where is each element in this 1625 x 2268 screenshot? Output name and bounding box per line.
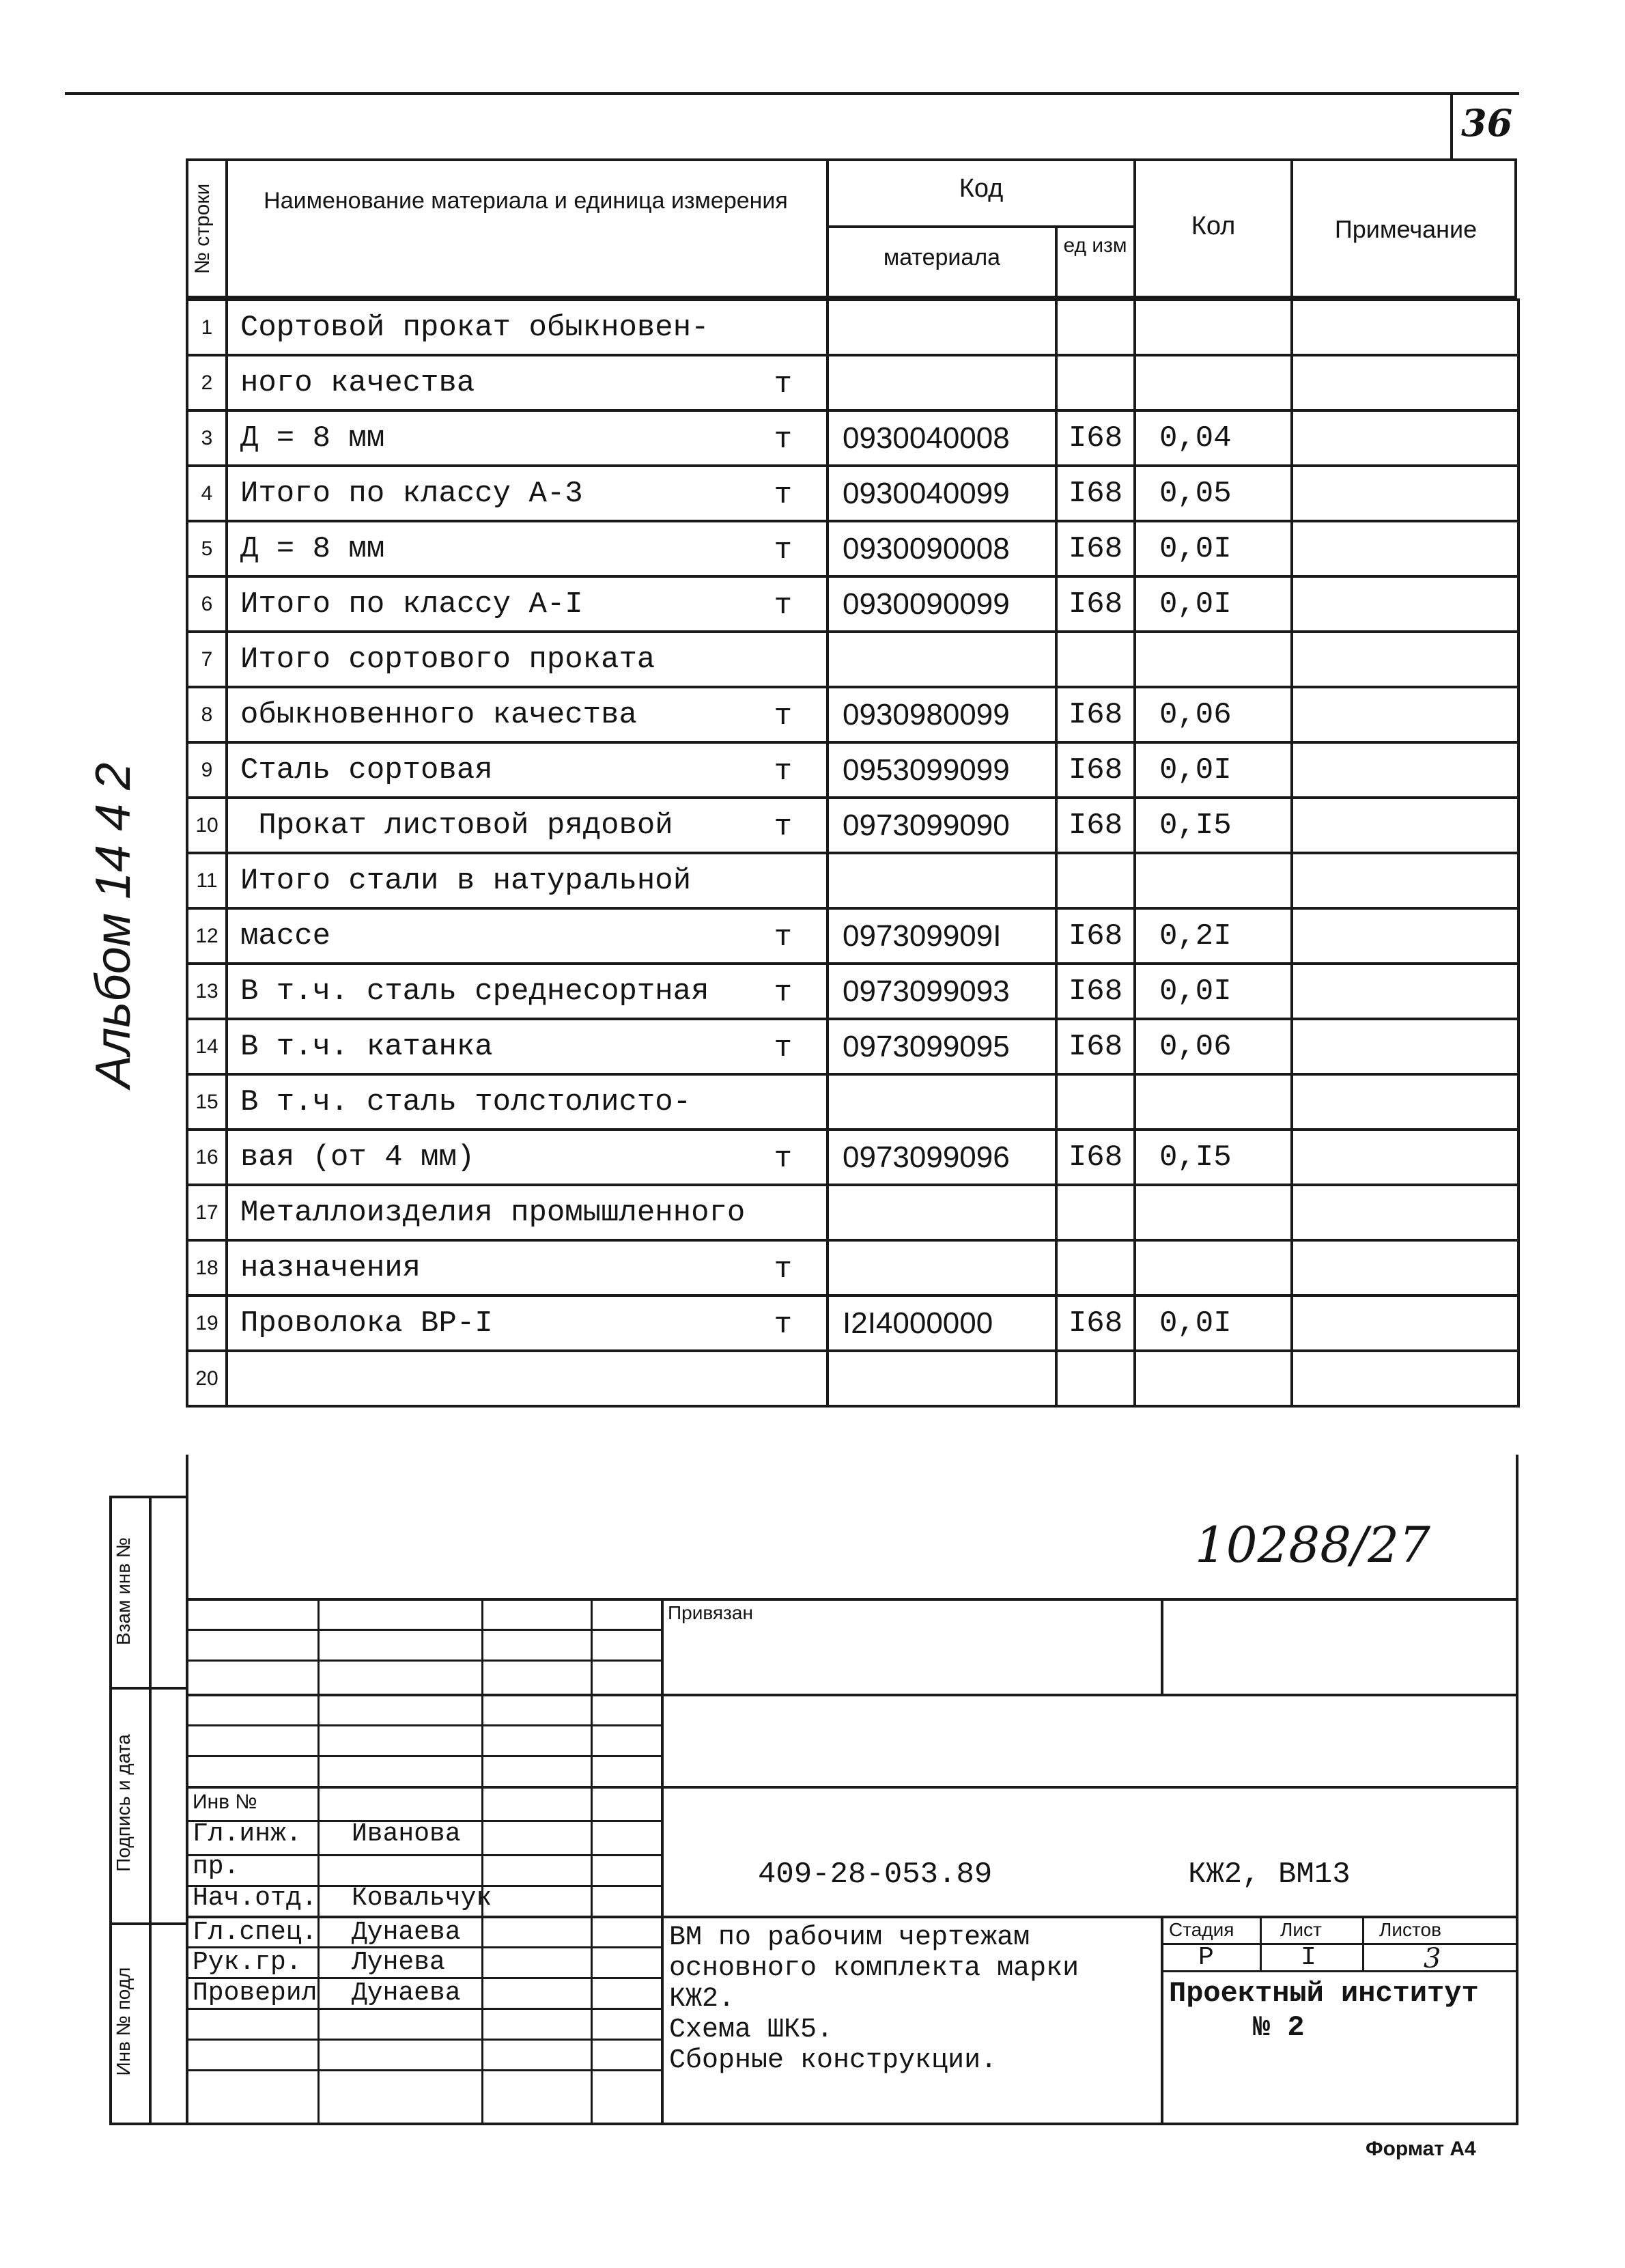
- stamp-r6: [186, 1786, 1517, 1789]
- note: [1292, 1074, 1518, 1130]
- margin-field-inventory: Инв № подл: [113, 1967, 134, 2076]
- material-code: 0930090099: [828, 576, 1056, 632]
- unit-code: [1056, 355, 1135, 410]
- quantity: [1135, 1185, 1292, 1240]
- unit-code: I68: [1056, 964, 1135, 1019]
- quantity: 0,0I: [1135, 576, 1292, 632]
- material-code: 0930980099: [828, 687, 1056, 742]
- material-name: [227, 1296, 828, 1351]
- quantity: 0,06: [1135, 1019, 1292, 1074]
- title-line: Схема ШК5.: [669, 2015, 834, 2045]
- stamp-c2: [481, 1598, 483, 2124]
- format-label: Формат А4: [1366, 2138, 1476, 2160]
- quantity: 0,05: [1135, 466, 1292, 521]
- unit-code: [1056, 1185, 1135, 1240]
- material-name: [227, 1185, 828, 1240]
- unit-code: I68: [1056, 742, 1135, 798]
- stage-value: Р: [1198, 1943, 1214, 1972]
- quantity: 0,2I: [1135, 908, 1292, 964]
- signer-name: Иванова: [352, 1819, 461, 1849]
- material-name: [227, 798, 828, 853]
- note: [1292, 1019, 1518, 1074]
- header-div-1: [225, 158, 228, 298]
- page-number: 36: [1461, 101, 1513, 145]
- margin-box-left: [109, 1496, 112, 2124]
- quantity: 0,0I: [1135, 742, 1292, 798]
- material-name-text: обыкновенного качества: [240, 697, 637, 732]
- table-row: [187, 908, 1518, 964]
- header-div-3: [1055, 225, 1058, 298]
- stamp-top: [186, 1598, 1517, 1601]
- table-row: [187, 1019, 1518, 1074]
- row-number: 16: [187, 1130, 227, 1185]
- material-code: 0973099096: [828, 1130, 1056, 1185]
- material-name-text: Сталь сортовая: [240, 753, 493, 787]
- material-name: [227, 300, 828, 355]
- row-number: 14: [187, 1019, 227, 1074]
- material-name-text: Сортовой прокат обыкновен-: [240, 310, 709, 345]
- material-name: [227, 1074, 828, 1130]
- frame-bottom: [109, 2123, 1518, 2125]
- unit-of-measure: т: [774, 478, 792, 512]
- note: [1292, 1351, 1518, 1406]
- code-header: Код: [959, 174, 1004, 203]
- signer-role: Рук.гр.: [193, 1948, 302, 1977]
- materials-table-body: [187, 300, 1518, 1406]
- unit-code: I68: [1056, 521, 1135, 576]
- material-name: [227, 632, 828, 687]
- note: [1292, 355, 1518, 410]
- top-rule: [65, 92, 1519, 95]
- material-code: [828, 1351, 1056, 1406]
- note: [1292, 687, 1518, 742]
- stamp-r-stage2: [1161, 1970, 1517, 1972]
- unit-code: I68: [1056, 576, 1135, 632]
- unit-code: I68: [1056, 687, 1135, 742]
- signer-role: Гл.спец.: [193, 1918, 317, 1947]
- note: [1292, 1296, 1518, 1351]
- row-number: 13: [187, 964, 227, 1019]
- table-row: [187, 964, 1518, 1019]
- unit-of-measure: т: [774, 921, 792, 955]
- unit-of-measure: т: [774, 810, 792, 844]
- material-code: I2I4000000: [828, 1296, 1056, 1351]
- table-row: [187, 1130, 1518, 1185]
- material-name-text: Итого по классу А-I: [240, 587, 583, 621]
- note: [1292, 466, 1518, 521]
- note: [1292, 964, 1518, 1019]
- stamp-r3: [186, 1694, 1517, 1696]
- material-code: 0973099095: [828, 1019, 1056, 1074]
- material-name: [227, 1019, 828, 1074]
- sheet-value: I: [1301, 1943, 1316, 1972]
- material-name-text: ного качества: [240, 365, 475, 400]
- material-name-text: Д = 8 мм: [240, 531, 385, 566]
- unit-code: [1056, 853, 1135, 908]
- sheet-label: Лист: [1280, 1919, 1322, 1940]
- unit-of-measure: т: [774, 589, 792, 623]
- note: [1292, 410, 1518, 466]
- row-number-header: № строки: [191, 183, 214, 275]
- material-name-text: Проволока ВР-I: [240, 1306, 493, 1341]
- unit-of-measure: т: [774, 699, 792, 733]
- row-number: 3: [187, 410, 227, 466]
- note: [1292, 1130, 1518, 1185]
- material-name: [227, 466, 828, 521]
- note: [1292, 853, 1518, 908]
- unit-of-measure: т: [774, 1308, 792, 1342]
- table-row: [187, 742, 1518, 798]
- quantity: [1135, 632, 1292, 687]
- quantity: 0,I5: [1135, 1130, 1292, 1185]
- title-line: КЖ2.: [669, 1984, 735, 2015]
- table-row: [187, 1074, 1518, 1130]
- row-number: 17: [187, 1185, 227, 1240]
- quantity: 0,0I: [1135, 521, 1292, 576]
- row-number: 9: [187, 742, 227, 798]
- unit-of-measure: т: [774, 533, 792, 568]
- row-number: 12: [187, 908, 227, 964]
- note: [1292, 798, 1518, 853]
- table-row: [187, 1296, 1518, 1351]
- frame-left: [186, 1455, 188, 2124]
- organization-line-1: Проектный институт: [1169, 1977, 1479, 2010]
- unit-of-measure: т: [774, 367, 792, 402]
- material-code: [828, 1185, 1056, 1240]
- margin-field-signature: Подпись и дата: [113, 1734, 134, 1872]
- quantity: 0,06: [1135, 687, 1292, 742]
- unit-code: I68: [1056, 1019, 1135, 1074]
- material-name-text: Д = 8 мм: [240, 421, 385, 456]
- quantity: [1135, 355, 1292, 410]
- table-row: [187, 355, 1518, 410]
- signer-role: Нач.отд.: [193, 1884, 317, 1913]
- signer-name: Дунаева: [352, 1918, 461, 1947]
- stamp-r-stage: [1161, 1943, 1517, 1945]
- material-name-text: Итого по классу А-3: [240, 476, 583, 511]
- material-name: [227, 687, 828, 742]
- unit-of-measure: т: [774, 976, 792, 1010]
- row-number: 1: [187, 300, 227, 355]
- unit-code: I68: [1056, 466, 1135, 521]
- material-code: [828, 853, 1056, 908]
- signer-name: Лунева: [352, 1948, 445, 1977]
- unit-of-measure: т: [774, 1142, 792, 1176]
- quantity: [1135, 1351, 1292, 1406]
- document-code: 409-28-053.89: [758, 1858, 993, 1892]
- row-number: 18: [187, 1240, 227, 1296]
- margin-box-sep1: [109, 1687, 188, 1690]
- frame-right: [1516, 1455, 1518, 2124]
- material-name: [227, 355, 828, 410]
- margin-box-top: [109, 1496, 188, 1498]
- row-number: 20: [187, 1351, 227, 1406]
- material-name: [227, 853, 828, 908]
- material-code: [828, 300, 1056, 355]
- row-number: 2: [187, 355, 227, 410]
- table-row: [187, 632, 1518, 687]
- signer-role: Гл.инж.: [193, 1819, 302, 1849]
- quantity: [1135, 1240, 1292, 1296]
- row-number: 4: [187, 466, 227, 521]
- material-code: 0953099099: [828, 742, 1056, 798]
- unit-code: I68: [1056, 1296, 1135, 1351]
- material-code: 0973099093: [828, 964, 1056, 1019]
- material-name: [227, 908, 828, 964]
- material-name-text: массе: [240, 919, 331, 953]
- document-mark: КЖ2, ВМ13: [1188, 1858, 1351, 1892]
- stamp-c-stage2: [1362, 1916, 1364, 1970]
- code-material-header: материала: [883, 244, 1001, 270]
- stamp-c6: [1161, 1916, 1163, 2124]
- material-name: [227, 1351, 828, 1406]
- table-row: [187, 300, 1518, 355]
- table-row: [187, 853, 1518, 908]
- quantity: 0,0I: [1135, 1296, 1292, 1351]
- material-name: [227, 410, 828, 466]
- material-code: 0930040099: [828, 466, 1056, 521]
- unit-code: [1056, 300, 1135, 355]
- row-number: 15: [187, 1074, 227, 1130]
- table-row: [187, 410, 1518, 466]
- unit-code: [1056, 1074, 1135, 1130]
- table-row: [187, 1185, 1518, 1240]
- margin-field-replace: Взам инв №: [113, 1537, 134, 1645]
- material-code: [828, 1074, 1056, 1130]
- unit-code: I68: [1056, 410, 1135, 466]
- stamp-c4: [661, 1598, 664, 2124]
- material-code: 0973099090: [828, 798, 1056, 853]
- material-name: [227, 964, 828, 1019]
- unit-code: I68: [1056, 798, 1135, 853]
- note: [1292, 742, 1518, 798]
- table-row: [187, 1351, 1518, 1406]
- quantity: [1135, 1074, 1292, 1130]
- album-handwritten-note: Альбом 14 4 2: [86, 762, 141, 1089]
- unit-code: I68: [1056, 1130, 1135, 1185]
- material-name: [227, 742, 828, 798]
- note: [1292, 300, 1518, 355]
- material-name-text: назначения: [240, 1250, 421, 1285]
- material-code: [828, 355, 1056, 410]
- note-header: Примечание: [1334, 215, 1478, 243]
- margin-box-mid: [149, 1496, 152, 2124]
- material-name: [227, 521, 828, 576]
- row-number: 11: [187, 853, 227, 908]
- margin-box-sep2: [109, 1922, 188, 1925]
- material-name: [227, 1130, 828, 1185]
- material-code: [828, 632, 1056, 687]
- material-name-text: Прокат листовой рядовой: [240, 808, 673, 843]
- material-name-text: Итого стали в натуральной: [240, 863, 692, 898]
- table-row: [187, 466, 1518, 521]
- code-unit-header: ед изм: [1063, 234, 1127, 257]
- stamp-c1: [317, 1598, 320, 2124]
- unit-code: [1056, 1351, 1135, 1406]
- material-name-text: Итого сортового проката: [240, 642, 655, 677]
- signer-name: Дунаева: [352, 1978, 461, 2008]
- table-row: [187, 687, 1518, 742]
- material-code: [828, 1240, 1056, 1296]
- row-number: 5: [187, 521, 227, 576]
- stamp-c-stage1: [1260, 1916, 1262, 1970]
- note: [1292, 576, 1518, 632]
- quantity: 0,0I: [1135, 964, 1292, 1019]
- stage-label: Стадия: [1169, 1919, 1234, 1940]
- material-name-text: В т.ч. сталь среднесортная: [240, 974, 709, 1009]
- quantity: 0,I5: [1135, 798, 1292, 853]
- materials-table: [186, 298, 1520, 1408]
- row-number: 19: [187, 1296, 227, 1351]
- inventory-no-label: Инв №: [193, 1791, 257, 1813]
- unit-code: [1056, 1240, 1135, 1296]
- header-subline: [826, 225, 1136, 228]
- material-name: [227, 1240, 828, 1296]
- stamp-c5: [1161, 1598, 1163, 1694]
- material-name-text: В т.ч. сталь толстолисто-: [240, 1084, 692, 1119]
- row-number: 10: [187, 798, 227, 853]
- unit-code: [1056, 632, 1135, 687]
- note: [1292, 908, 1518, 964]
- material-code: 0930040008: [828, 410, 1056, 466]
- title-line: основного комплекта марки: [669, 1953, 1079, 1984]
- sheets-value: 3: [1424, 1943, 1441, 1974]
- material-name-text: вая (от 4 мм): [240, 1140, 475, 1175]
- name-header: Наименование материала и единица измерения: [264, 188, 788, 214]
- table-row: [187, 798, 1518, 853]
- organization-line-2: № 2: [1253, 2011, 1305, 2044]
- note: [1292, 1240, 1518, 1296]
- material-name-text: В т.ч. катанка: [240, 1029, 493, 1064]
- title-line: ВМ по рабочим чертежам: [669, 1922, 1030, 1953]
- material-name: [227, 576, 828, 632]
- row-number: 7: [187, 632, 227, 687]
- unit-of-measure: т: [774, 1252, 792, 1287]
- page-number-box-left: [1450, 92, 1453, 159]
- unit-code: I68: [1056, 908, 1135, 964]
- row-number: 6: [187, 576, 227, 632]
- material-code: 097309909I: [828, 908, 1056, 964]
- material-name-text: Металлоизделия промышленного: [240, 1195, 746, 1230]
- title-line: Сборные конструкции.: [669, 2045, 998, 2076]
- privyazan-label: Привязан: [668, 1602, 753, 1623]
- table-row: [187, 521, 1518, 576]
- note: [1292, 632, 1518, 687]
- quantity: [1135, 300, 1292, 355]
- signer-role: пр.: [193, 1852, 240, 1881]
- stamp-c3: [591, 1598, 593, 2124]
- unit-of-measure: т: [774, 1031, 792, 1065]
- note: [1292, 1185, 1518, 1240]
- qty-header: Кол: [1191, 212, 1236, 240]
- unit-of-measure: т: [774, 423, 792, 457]
- material-code: 0930090008: [828, 521, 1056, 576]
- handwritten-inventory-number: 10288/27: [1195, 1516, 1430, 1573]
- quantity: 0,04: [1135, 410, 1292, 466]
- signer-name: Ковальчук: [352, 1884, 492, 1913]
- signer-role: Проверил: [193, 1978, 317, 2008]
- row-number: 8: [187, 687, 227, 742]
- quantity: [1135, 853, 1292, 908]
- note: [1292, 521, 1518, 576]
- table-row: [187, 576, 1518, 632]
- sheets-label: Листов: [1379, 1919, 1441, 1940]
- table-row: [187, 1240, 1518, 1296]
- unit-of-measure: т: [774, 755, 792, 789]
